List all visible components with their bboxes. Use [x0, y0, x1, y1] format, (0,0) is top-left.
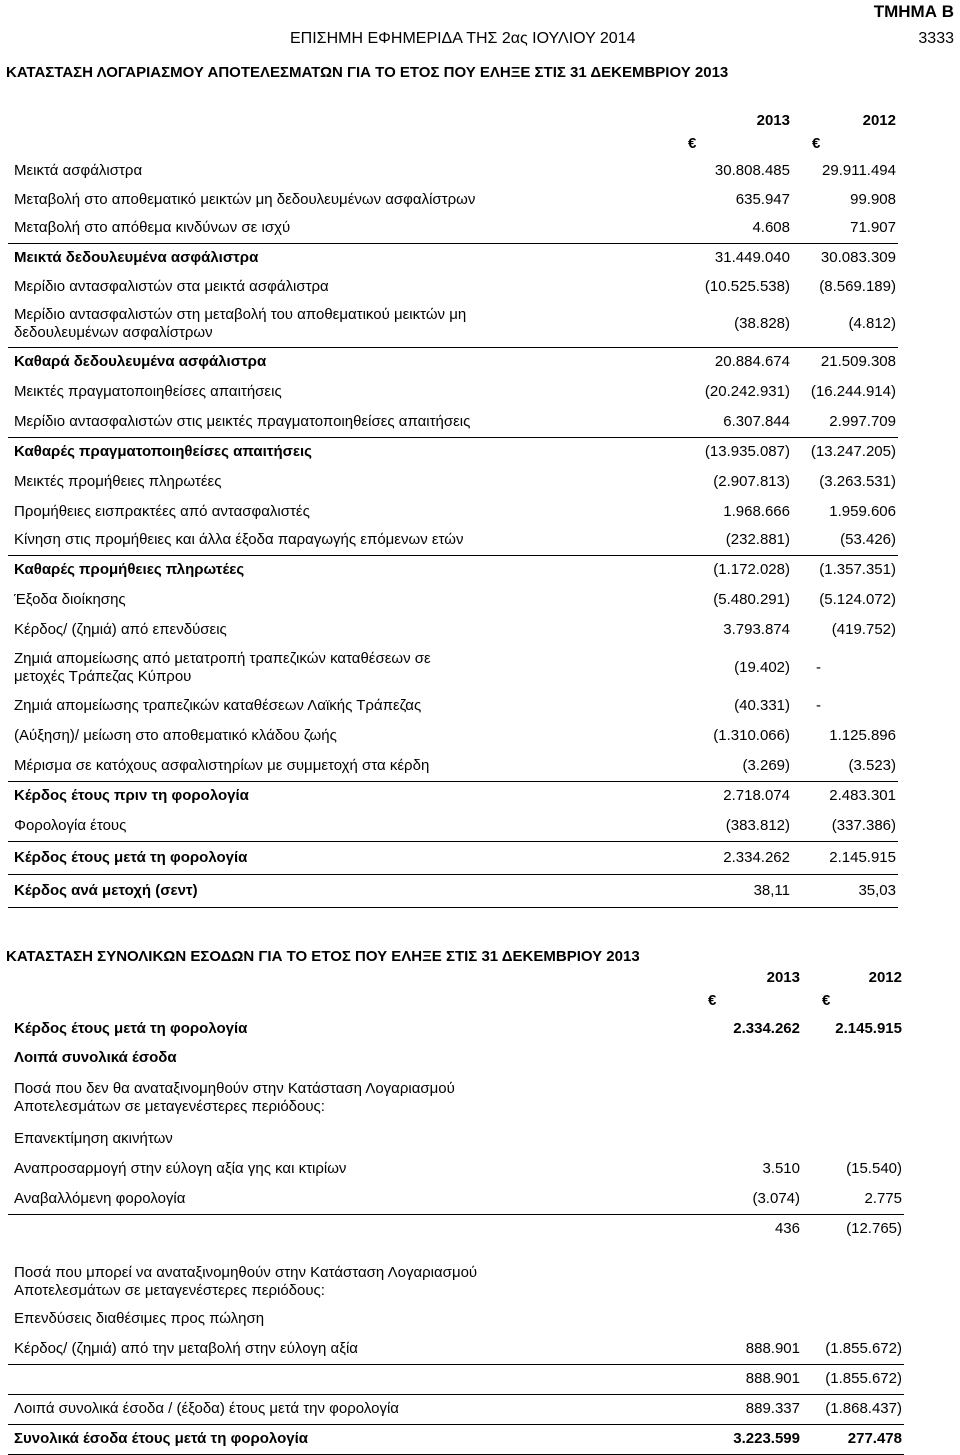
table-row: Ποσά που δεν θα αναταξινομηθούν στην Κατάσταση Λογαριασμού Αποτελεσμάτων σε μεταγενέστερες περιόδους:: [14, 1080, 455, 1115]
comprehensive-income-table: [8, 968, 904, 1455]
currency-header-row: [8, 988, 904, 1014]
table-row: Λοιπά συνολικά έσοδα: [14, 1049, 177, 1066]
table-row: Επανεκτίμηση ακινήτων: [14, 1130, 173, 1147]
table-row: Καθαρές προμήθειες πληρωτέες (1.172.028) (1.357.351): [14, 561, 896, 579]
table-row: Κέρδος ανά μετοχή (σεντ) 38,11 35,03: [8, 874, 898, 907]
currency-2012: €: [812, 135, 821, 152]
currency-2013: €: [688, 135, 697, 152]
table-row: Μεικτά ασφάλιστρα 30.808.485 29.911.494: [14, 161, 896, 179]
page-number: 3333: [918, 30, 954, 47]
table-row: Καθαρά δεδουλευμένα ασφάλιστρα 20.884.674 21.509.308: [14, 353, 896, 371]
table-row: 436 (12.765): [774, 1220, 902, 1238]
table-row: Μέρισμα σε κατόχους ασφαλιστηρίων με συμμετοχή στα κέρδη (3.269) (3.523): [8, 751, 898, 781]
table-row: Επενδύσεις διαθέσιμες προς πώληση: [14, 1310, 265, 1327]
table-row: Κίνηση στις προμήθειες και άλλα έξοδα παραγωγής επόμενων ετών (232.881) (53.426): [8, 526, 898, 555]
comprehensive-income-title: ΚΑΤΑΣΤΑΣΗ ΣΥΝΟΛΙΚΩΝ ΕΣΟΔΩΝ ΓΙΑ ΤΟ ΕΤΟΣ ΠΟΥ ΕΛΗΞΕ ΣΤΙΣ 31 ΔΕΚΕΜΒΡΙΟΥ 2013: [6, 948, 640, 965]
table-row: Καθαρές πραγματοποιηθείσες απαιτήσεις (13.935.087) (13.247.205): [14, 443, 896, 461]
year-2013-header: 2013: [766, 969, 800, 986]
table-row: Μεταβολή στο αποθεματικό μεικτών μη δεδουλευμένων ασφαλίστρων 635.947 99.908: [14, 190, 896, 208]
table-row: Μερίδιο αντασφαλιστών στα μεικτά ασφάλιστρα (10.525.538) (8.569.189): [14, 277, 896, 295]
table-row: Κέρδος/ (ζημιά) από επενδύσεις 3.793.874 (419.752): [14, 621, 896, 638]
table-row: Ζημιά απομείωσης από μετατροπή τραπεζικών καταθέσεων σε μετοχές Τράπεζας Κύπρου (19.402) -: [14, 650, 821, 685]
year-2013-header: 2013: [756, 112, 790, 129]
currency-2013: €: [708, 992, 717, 1009]
table-row: Μεικτές προμήθειες πληρωτέες (2.907.813) (3.263.531): [14, 473, 896, 490]
table-row: Ποσά που μπορεί να αναταξινομηθούν στην Κατάσταση Λογαριασμού Αποτελεσμάτων σε μεταγενέστερες περιόδους:: [14, 1264, 478, 1299]
gazette-header: ΕΠΙΣΗΜΗ ΕΦΗΜΕΡΙΔΑ ΤΗΣ 2ας ΙΟΥΛΙΟΥ 2014: [290, 30, 636, 47]
table-row: Κέρδος έτους μετά τη φορολογία 2.334.262 2.145.915: [8, 841, 898, 874]
year-2012-header: 2012: [868, 969, 902, 986]
table-row: 888.901 (1.855.672): [8, 1364, 904, 1394]
table-row: Αναπροσαρμογή στην εύλογη αξία γης και κτιρίων 3.510 (15.540): [14, 1160, 902, 1177]
year-2012-header: 2012: [862, 112, 896, 129]
table-row: Προμήθειες εισπρακτέες από αντασφαλιστές 1.968.666 1.959.606: [14, 502, 896, 520]
table-row: Ζημιά απομείωσης τραπεζικών καταθέσεων Λαϊκής Τράπεζας (40.331) -: [14, 697, 821, 714]
table-row: Κέρδος έτους μετά τη φορολογία 2.334.262 2.145.915: [14, 1020, 902, 1037]
year-header-row: [8, 110, 898, 132]
income-statement-table: [8, 110, 898, 908]
income-statement-title: ΚΑΤΑΣΤΑΣΗ ΛΟΓΑΡΙΑΣΜΟΥ ΑΠΟΤΕΛΕΣΜΑΤΩΝ ΓΙΑ ΤΟ ΕΤΟΣ ΠΟΥ ΕΛΗΞΕ ΣΤΙΣ 31 ΔΕΚΕΜΒΡΙΟΥ 2013: [6, 64, 729, 81]
table-row: Μεικτά δεδουλευμένα ασφάλιστρα 31.449.040 30.083.309: [14, 248, 896, 266]
section-tag: ΤΜΗΜΑ Β: [873, 2, 954, 21]
table-row: Λοιπά συνολικά έσοδα / (έξοδα) έτους μετά την φορολογία 889.337 (1.868.437): [8, 1394, 904, 1424]
table-row: Κέρδος έτους πριν τη φορολογία 2.718.074 2.483.301: [14, 787, 896, 805]
table-row: Αναβαλλόμενη φορολογία (3.074) 2.775: [8, 1184, 904, 1214]
currency-header-row: [8, 132, 898, 156]
table-row: (Αύξηση)/ μείωση στο αποθεματικό κλάδου ζωής (1.310.066) 1.125.896: [14, 727, 896, 744]
currency-2012: €: [822, 992, 831, 1009]
year-header-row: [8, 968, 904, 988]
table-row: Μερίδιο αντασφαλιστών στις μεικτές πραγματοποιηθείσες απαιτήσεις 6.307.844 2.997.709: [8, 407, 898, 437]
table-row: Φορολογία έτους (383.812) (337.386): [8, 811, 898, 841]
table-row: Μερίδιο αντασφαλιστών στη μεταβολή του αποθεματικού μεικτών μη δεδουλευμένων ασφαλίστρων (38.828) (4.812): [8, 301, 898, 347]
table-row: Έξοδα διοίκησης (5.480.291) (5.124.072): [14, 591, 896, 608]
table-row: Συνολικά έσοδα έτους μετά τη φορολογία 3.223.599 277.478: [8, 1424, 904, 1454]
table-row: Μεταβολή στο απόθεμα κινδύνων σε ισχύ 4.608 71.907: [8, 214, 898, 243]
table-row: Μεικτές πραγματοποιηθείσες απαιτήσεις (20.242.931) (16.244.914): [14, 383, 896, 400]
table-row: Κέρδος/ (ζημιά) από την μεταβολή στην εύλογη αξία 888.901 (1.855.672): [8, 1334, 904, 1364]
